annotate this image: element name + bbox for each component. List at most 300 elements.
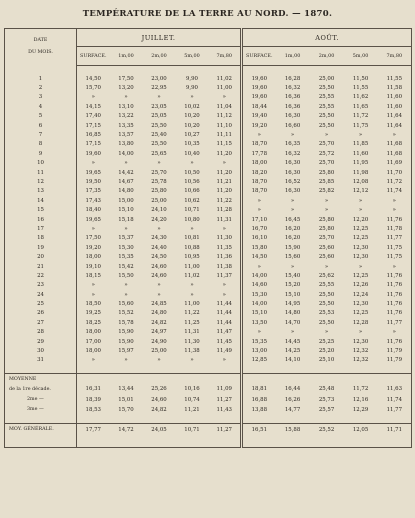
table-cell xyxy=(110,374,143,385)
table-cell: 18,70 xyxy=(251,188,268,195)
table-cell: 25,60 xyxy=(318,244,335,251)
table-cell xyxy=(209,365,242,374)
table-cell: 15,20 xyxy=(284,282,301,289)
table-row xyxy=(5,74,412,83)
table-cell: 11,69 xyxy=(386,160,403,167)
table-row xyxy=(5,299,412,308)
table-cell: 12,32 xyxy=(352,348,369,355)
table-cell: 11,75 xyxy=(352,122,369,129)
table-cell: 12,16 xyxy=(352,396,369,403)
table-cell: » xyxy=(290,263,295,270)
table-cell: 16,30 xyxy=(284,169,301,176)
table-cell: » xyxy=(91,94,95,101)
table-cell: 14,50 xyxy=(85,75,101,82)
table-cell: 24,30 xyxy=(151,235,167,242)
table-cell: 12,08 xyxy=(352,178,369,185)
table-cell: 25,50 xyxy=(318,319,335,326)
table-cell: 18,40 xyxy=(85,207,101,214)
table-cell: 11,68 xyxy=(386,141,403,148)
spacer-row xyxy=(5,436,412,448)
table-cell: » xyxy=(124,160,128,167)
table-cell: 24,10 xyxy=(151,207,167,214)
table-row xyxy=(5,234,412,243)
row-label: 17 xyxy=(5,224,77,233)
table-cell: 25,70 xyxy=(318,235,335,242)
table-cell: 13,10 xyxy=(118,103,134,110)
table-cell: » xyxy=(124,282,128,289)
row-label: 20 xyxy=(5,252,77,261)
table-cell: 11,74 xyxy=(386,188,403,195)
table-cell: 24,82 xyxy=(151,319,167,326)
table-cell: 19,25 xyxy=(85,310,101,317)
table-cell: 24,60 xyxy=(151,396,167,403)
table-cell xyxy=(242,374,276,385)
table-cell: 11,09 xyxy=(209,384,242,394)
table-cell: 11,78 xyxy=(386,225,403,232)
table-cell: 11,74 xyxy=(386,396,403,403)
table-cell: 17,43 xyxy=(85,197,101,204)
table-cell: 14,70 xyxy=(284,319,301,326)
table-cell: 24,60 xyxy=(151,272,167,279)
table-row xyxy=(5,356,412,365)
table-row xyxy=(5,112,412,121)
table-cell: » xyxy=(257,132,261,139)
table-cell: » xyxy=(124,291,128,298)
table-cell: » xyxy=(209,93,242,102)
table-row xyxy=(5,102,412,111)
table-cell xyxy=(242,415,276,424)
table-cell: 13,22 xyxy=(118,113,134,120)
row-label: 30 xyxy=(5,346,77,355)
table-cell xyxy=(77,365,110,374)
table-cell: 15,78 xyxy=(118,319,134,326)
row-label: 9 xyxy=(5,149,77,158)
row-label xyxy=(5,415,77,424)
table-cell: 16,20 xyxy=(284,235,301,242)
table-row xyxy=(5,149,412,158)
table-cell: 10,27 xyxy=(184,132,200,139)
table-cell: 18,25 xyxy=(85,319,101,326)
table-cell xyxy=(378,415,412,424)
row-label: 4 xyxy=(5,102,77,111)
table-cell: 10,71 xyxy=(176,423,209,436)
table-cell: 25,65 xyxy=(151,150,167,157)
row-label xyxy=(5,365,77,374)
table-cell: 17,00 xyxy=(85,338,101,345)
table-cell: 11,02 xyxy=(184,272,200,279)
table-cell: 19,60 xyxy=(85,150,101,157)
table-cell: 25,80 xyxy=(318,169,335,176)
table-cell: 11,55 xyxy=(386,75,403,82)
table-cell: 12,30 xyxy=(352,244,369,251)
table-cell xyxy=(276,415,310,424)
table-row xyxy=(5,328,412,337)
table-cell: » xyxy=(392,329,396,336)
table-row xyxy=(5,130,412,139)
table-cell: 25,50 xyxy=(318,301,335,308)
table-cell: 11,00 xyxy=(184,263,200,270)
table-cell: 14,00 xyxy=(118,150,134,157)
table-cell: 11,21 xyxy=(209,177,242,186)
table-cell: » xyxy=(190,94,194,101)
table-cell: » xyxy=(91,160,95,167)
table-cell: 12,26 xyxy=(352,282,369,289)
table-cell: 16,44 xyxy=(284,386,301,393)
table-cell: 14,67 xyxy=(118,178,134,185)
table-cell: 11,64 xyxy=(386,113,403,120)
table-cell: 11,63 xyxy=(386,386,403,393)
table-cell: 17,50 xyxy=(118,75,134,82)
table-cell xyxy=(310,66,344,75)
table-cell: 25,50 xyxy=(151,122,167,129)
table-cell: 18,00 xyxy=(85,348,101,355)
table-cell: 25,48 xyxy=(318,386,335,393)
table-cell: 12,85 xyxy=(251,357,268,364)
table-cell: 11,43 xyxy=(209,405,242,415)
row-label: 27 xyxy=(5,318,77,327)
table-cell: 11,31 xyxy=(209,215,242,224)
page-title: TEMPÉRATURE DE LA TERRE AU NORD. — 1870. xyxy=(82,9,333,19)
table-cell xyxy=(77,436,110,448)
table-cell: » xyxy=(157,160,161,167)
table-cell xyxy=(209,415,242,424)
table-cell: 25,00 xyxy=(318,75,335,82)
table-cell: 11,45 xyxy=(209,337,242,346)
table-cell: 19,60 xyxy=(251,94,268,101)
row-label: 31 xyxy=(5,356,77,365)
table-cell: 10,20 xyxy=(184,113,200,120)
table-row xyxy=(5,224,412,233)
table-cell xyxy=(209,66,242,75)
table-cell: 11,44 xyxy=(209,299,242,308)
row-label: 22 xyxy=(5,271,77,280)
table-cell: » xyxy=(157,94,161,101)
table-row xyxy=(5,281,412,290)
table-row xyxy=(5,318,412,327)
table-cell: 16,10 xyxy=(251,235,268,242)
table-cell: 16,45 xyxy=(284,216,301,223)
table-cell: 14,80 xyxy=(118,188,134,195)
table-cell: 13,88 xyxy=(251,406,268,413)
table-cell: 18,70 xyxy=(251,141,268,148)
date-header-line-2: DU MOIS. xyxy=(28,50,53,56)
table-cell: 14,45 xyxy=(284,338,301,345)
table-row xyxy=(5,205,412,214)
table-cell: 16,60 xyxy=(284,122,301,129)
table-cell: 17,78 xyxy=(251,150,268,157)
table-cell: 16,32 xyxy=(284,150,301,157)
table-cell xyxy=(209,436,242,448)
table-cell: 11,55 xyxy=(352,85,369,92)
table-cell: 25,05 xyxy=(151,113,167,120)
table-cell: 11,98 xyxy=(352,169,369,176)
table-cell: 11,00 xyxy=(209,83,242,92)
row-label: 2me — xyxy=(5,394,77,404)
table-cell: 13,00 xyxy=(251,348,268,355)
table-row xyxy=(5,93,412,102)
table-cell: 17,15 xyxy=(85,141,101,148)
table-cell: 19,20 xyxy=(85,244,101,251)
table-cell: 18,50 xyxy=(85,301,101,308)
table-cell: 13,20 xyxy=(118,85,134,92)
table-body xyxy=(5,66,412,448)
table-cell xyxy=(176,436,209,448)
table-cell: 11,31 xyxy=(184,329,200,336)
table-cell: 25,70 xyxy=(318,160,335,167)
table-cell: 10,02 xyxy=(184,103,200,110)
table-cell: 10,66 xyxy=(184,188,200,195)
table-cell: 16,36 xyxy=(284,94,301,101)
table-cell: 15,10 xyxy=(284,291,301,298)
table-cell: 18,00 xyxy=(85,254,101,261)
table-cell xyxy=(176,365,209,374)
table-cell: 12,25 xyxy=(352,225,369,232)
table-cell: 25,55 xyxy=(318,94,335,101)
table-cell: 25,80 xyxy=(318,225,335,232)
depth-header: 5m,00 xyxy=(344,47,378,66)
table-cell: 14,80 xyxy=(284,310,301,317)
table-cell: 11,15 xyxy=(209,140,242,149)
table-cell: » xyxy=(257,263,261,270)
table-cell: 24,60 xyxy=(151,263,167,270)
stat-row xyxy=(5,394,412,404)
table-cell: 14,60 xyxy=(251,282,268,289)
table-cell: 25,73 xyxy=(318,396,335,403)
table-cell: 11,85 xyxy=(352,141,369,148)
table-cell: 11,38 xyxy=(184,348,200,355)
table-cell: 14,95 xyxy=(284,301,301,308)
table-cell: 11,20 xyxy=(209,149,242,158)
table-cell: 14,25 xyxy=(284,348,301,355)
table-cell xyxy=(276,436,310,448)
table-cell: » xyxy=(124,357,128,364)
table-cell: 11,20 xyxy=(209,187,242,196)
table-cell: 11,10 xyxy=(209,121,242,130)
table-cell xyxy=(110,365,143,374)
table-cell: 11,22 xyxy=(209,196,242,205)
table-cell: 17,77 xyxy=(77,423,110,436)
table-cell: » xyxy=(324,207,329,214)
table-cell: 15,00 xyxy=(118,197,134,204)
table-cell xyxy=(209,374,242,385)
table-cell: 11,72 xyxy=(386,178,403,185)
table-cell: » xyxy=(124,94,128,101)
table-cell: » xyxy=(209,356,242,365)
table-cell: 17,50 xyxy=(85,235,101,242)
table-cell: 22,95 xyxy=(151,85,167,92)
table-cell xyxy=(143,436,176,448)
table-cell: 11,44 xyxy=(209,309,242,318)
table-cell: 25,85 xyxy=(318,178,335,185)
table-cell: » xyxy=(91,225,95,232)
table-cell: 11,76 xyxy=(386,291,403,298)
table-cell xyxy=(344,365,378,374)
table-cell: » xyxy=(358,197,363,204)
spacer-row xyxy=(5,365,412,374)
table-cell: » xyxy=(257,197,261,204)
table-cell: 11,72 xyxy=(352,386,369,393)
table-cell: 11,02 xyxy=(209,74,242,83)
table-cell: 13,44 xyxy=(118,386,134,393)
stat-row xyxy=(5,405,412,415)
table-cell: 25,72 xyxy=(318,150,335,157)
table-cell: 24,90 xyxy=(151,338,167,345)
table-cell: » xyxy=(324,132,329,139)
table-cell: 17,40 xyxy=(85,113,101,120)
table-cell: 16,26 xyxy=(284,396,301,403)
stat-row xyxy=(5,374,412,385)
table-cell: » xyxy=(257,329,261,336)
table-cell: » xyxy=(190,225,194,232)
table-cell: 15,70 xyxy=(118,406,134,413)
table-cell: 18,81 xyxy=(251,386,268,393)
table-cell: 12,29 xyxy=(352,406,369,413)
table-cell: 11,79 xyxy=(386,357,403,364)
spacer-row xyxy=(5,415,412,424)
table-cell xyxy=(242,365,276,374)
table-cell xyxy=(276,374,310,385)
table-cell xyxy=(77,374,110,385)
table-cell: » xyxy=(358,132,363,139)
table-row xyxy=(5,187,412,196)
table-cell: » xyxy=(290,207,295,214)
table-cell: 11,25 xyxy=(184,319,200,326)
table-cell: » xyxy=(324,263,329,270)
table-cell: 25,00 xyxy=(151,197,167,204)
table-cell: 25,80 xyxy=(318,216,335,223)
table-cell: 25,50 xyxy=(318,85,335,92)
table-cell: 19,20 xyxy=(251,122,268,129)
table-cell: 11,76 xyxy=(386,216,403,223)
table-cell: 12,25 xyxy=(352,235,369,242)
table-cell xyxy=(77,66,110,75)
table-cell: 12,25 xyxy=(352,272,369,279)
table-cell: 11,30 xyxy=(184,338,200,345)
table-cell: 12,30 xyxy=(352,338,369,345)
row-label: 3me — xyxy=(5,405,77,415)
row-label: 28 xyxy=(5,328,77,337)
table-cell: 15,60 xyxy=(118,301,134,308)
table-cell: 12,20 xyxy=(352,216,369,223)
table-cell: 11,77 xyxy=(386,319,403,326)
table-cell: 11,30 xyxy=(209,234,242,243)
row-label: MOY. GÉNÉRALE. xyxy=(5,423,77,436)
table-cell: 11,76 xyxy=(386,282,403,289)
row-label: 6 xyxy=(5,121,77,130)
row-label: 14 xyxy=(5,196,77,205)
table-cell: » xyxy=(190,291,194,298)
table-cell: 25,52 xyxy=(310,423,344,436)
table-cell: 25,50 xyxy=(151,141,167,148)
table-cell xyxy=(276,66,310,75)
table-cell: 16,30 xyxy=(284,188,301,195)
table-row xyxy=(5,159,412,168)
table-cell: 19,50 xyxy=(85,178,101,185)
table-cell: » xyxy=(91,291,95,298)
table-cell: » xyxy=(209,159,242,168)
table-cell: 11,27 xyxy=(209,423,242,436)
row-label: 25 xyxy=(5,299,77,308)
table-cell: » xyxy=(157,225,161,232)
table-cell: 10,88 xyxy=(184,244,200,251)
table-cell: 16,35 xyxy=(284,141,301,148)
table-cell: 11,12 xyxy=(209,112,242,121)
table-cell xyxy=(378,436,412,448)
table-cell: 16,51 xyxy=(242,423,276,436)
table-cell xyxy=(176,415,209,424)
depth-header: SURFACE. xyxy=(77,47,110,66)
table-cell: 11,72 xyxy=(352,113,369,120)
table-row xyxy=(5,140,412,149)
table-cell: 25,60 xyxy=(318,254,335,261)
table-cell: 9,90 xyxy=(185,75,198,82)
row-label: 23 xyxy=(5,281,77,290)
table-cell: » xyxy=(190,282,194,289)
table-cell: 16,52 xyxy=(284,178,301,185)
table-cell: 11,44 xyxy=(209,318,242,327)
table-cell: 25,50 xyxy=(318,291,335,298)
table-cell: » xyxy=(358,207,363,214)
table-cell: 23,05 xyxy=(151,103,167,110)
table-cell xyxy=(110,415,143,424)
table-cell: 11,60 xyxy=(386,94,403,101)
table-cell: 15,90 xyxy=(118,329,134,336)
table-cell: 11,36 xyxy=(209,252,242,261)
table-cell: 11,58 xyxy=(386,85,403,92)
table-cell: 18,53 xyxy=(85,406,101,413)
table-cell: 15,35 xyxy=(118,254,134,261)
table-cell: 10,40 xyxy=(184,150,200,157)
table-cell: 10,50 xyxy=(184,169,200,176)
table-row xyxy=(5,83,412,92)
table-cell: 12,12 xyxy=(352,188,369,195)
table-cell xyxy=(378,374,412,385)
table-cell: 25,40 xyxy=(151,132,167,139)
table-cell: 10,62 xyxy=(184,197,200,204)
row-label: 29 xyxy=(5,337,77,346)
table-cell: 13,35 xyxy=(118,122,134,129)
table-cell xyxy=(176,66,209,75)
table-cell: » xyxy=(392,197,396,204)
table-cell: 14,15 xyxy=(85,103,101,110)
table-cell: 15,70 xyxy=(85,85,101,92)
table-cell: 9,90 xyxy=(185,85,198,92)
depth-header: 7m,80 xyxy=(378,47,412,66)
table-cell: 11,95 xyxy=(352,160,369,167)
table-cell: 16,20 xyxy=(284,225,301,232)
table-cell: 15,18 xyxy=(118,216,134,223)
table-cell: 25,70 xyxy=(151,169,167,176)
table-cell: » xyxy=(157,282,161,289)
table-cell: 19,65 xyxy=(85,169,101,176)
table-cell: 15,35 xyxy=(251,338,268,345)
table-cell: 12,30 xyxy=(352,254,369,261)
table-cell: 16,85 xyxy=(85,132,101,139)
table-row xyxy=(5,196,412,205)
table-cell: 24,85 xyxy=(151,301,167,308)
table-cell: 25,50 xyxy=(318,122,335,129)
table-cell: 25,10 xyxy=(318,357,335,364)
table-cell: 25,53 xyxy=(318,310,335,317)
table-cell: 24,50 xyxy=(151,254,167,261)
table-cell: 14,00 xyxy=(251,301,268,308)
table-row xyxy=(5,177,412,186)
august-header: AOÛT. xyxy=(242,29,412,47)
depth-header: 2m,00 xyxy=(310,47,344,66)
table-cell: » xyxy=(124,225,128,232)
table-cell: 19,40 xyxy=(251,113,268,120)
table-cell xyxy=(143,365,176,374)
